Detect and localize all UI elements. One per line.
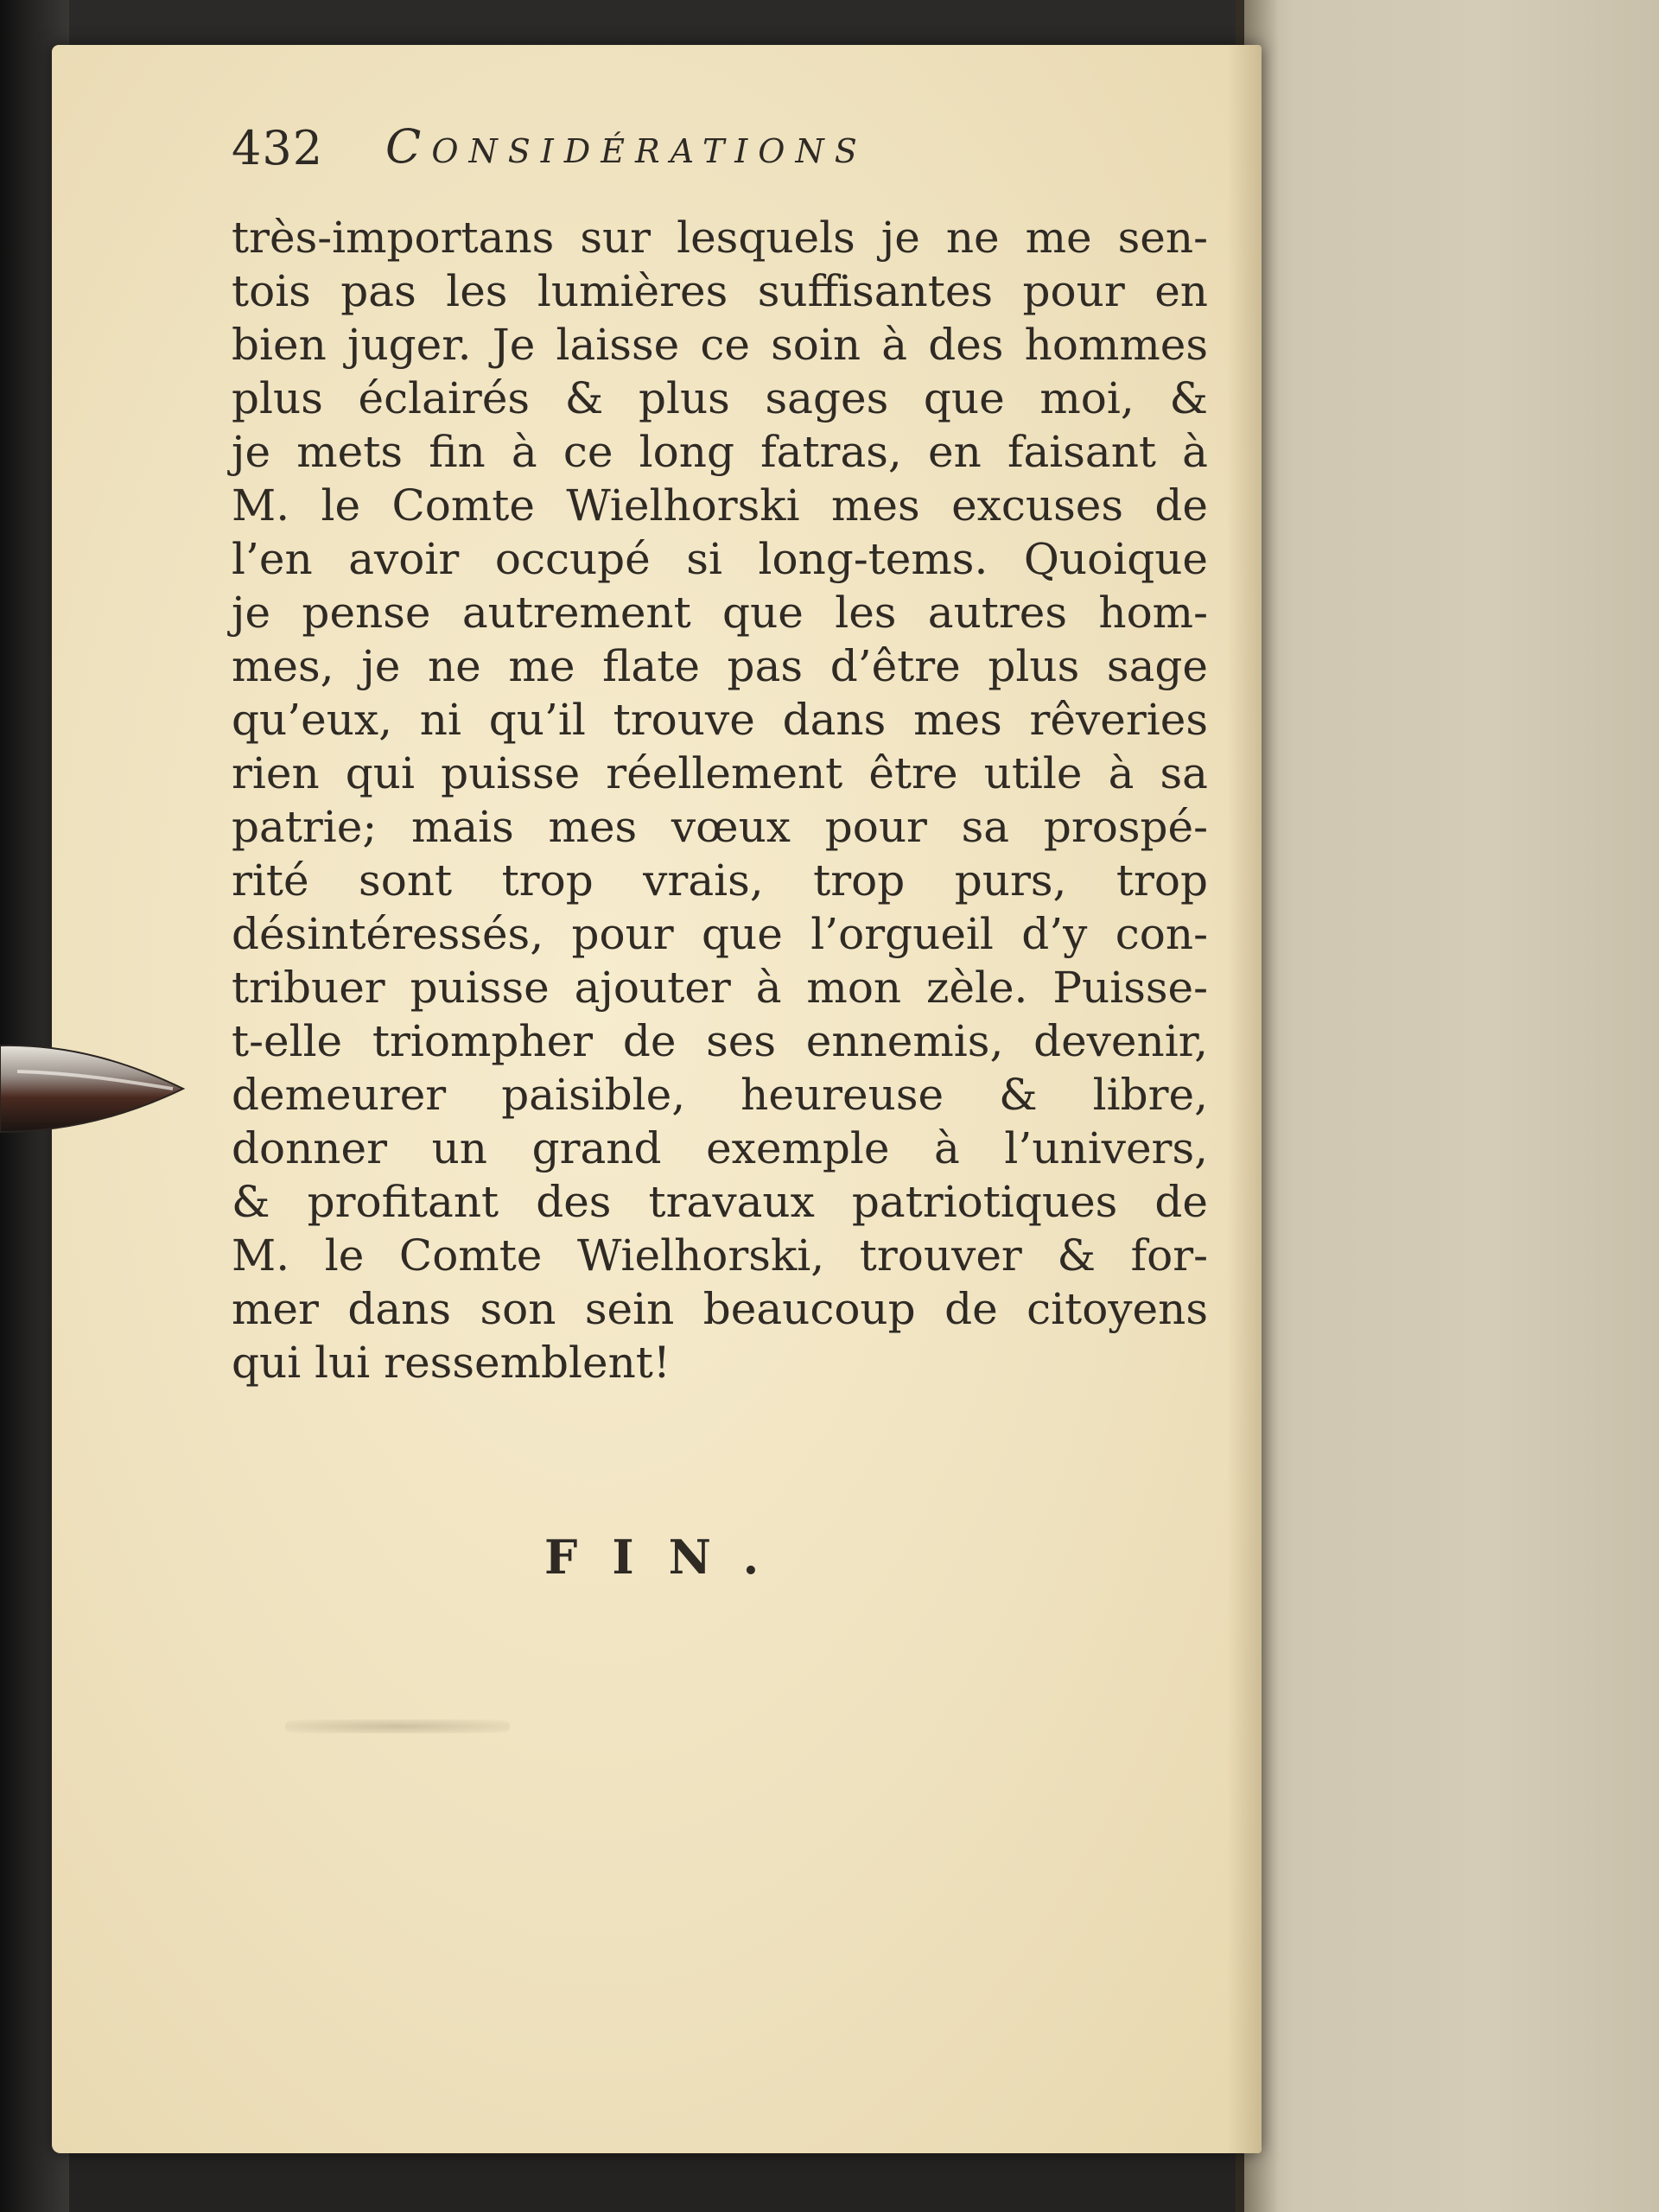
text-line: tribuer puisse ajouter à mon zèle. Puisse- (232, 963, 1208, 1013)
text-line: rité sont trop vrais, trop purs, trop (232, 855, 1208, 906)
text-line: & profitant des travaux patriotiques de (232, 1177, 1208, 1227)
text-line: l’en avoir occupé si long-tems. Quoique (232, 534, 1208, 584)
ink-smudge (285, 1719, 510, 1733)
facing-page (1244, 0, 1659, 2212)
page-edge (1227, 45, 1262, 2153)
text-line: M. le Comte Wielhorski, trouver & for- (232, 1230, 1208, 1281)
text-line: M. le Comte Wielhorski mes excuses de (232, 480, 1208, 531)
text-line: tois pas les lumières suffisantes pour en (232, 266, 1208, 316)
text-line: qu’eux, ni qu’il trouve dans mes rêveries (232, 695, 1208, 745)
text-line: patrie; mais mes vœux pour sa prospé- (232, 802, 1208, 852)
text-line: bien juger. Je laisse ce soin à des hommes (232, 320, 1208, 370)
text-line: rien qui puisse réellement être utile à sa (232, 748, 1208, 798)
body-text (232, 211, 1208, 1389)
text-line: très-importans sur lesquels je ne me sen- (232, 213, 1208, 263)
running-head: Considérations (385, 119, 868, 174)
text-line: plus éclairés & plus sages que moi, & (232, 373, 1208, 423)
text-line: demeurer paisible, heureuse & libre, (232, 1070, 1208, 1120)
text-line: t-elle triompher de ses ennemis, devenir, (232, 1016, 1208, 1066)
pen-tip-icon (0, 1037, 186, 1141)
text-line: je pense autrement que les autres hom- (232, 588, 1208, 638)
text-line: désintéressés, pour que l’orgueil d’y con- (232, 909, 1208, 959)
page-header (232, 104, 1096, 181)
text-line: mes, je ne me flate pas d’être plus sage (232, 641, 1208, 691)
page-number: 432 (232, 121, 324, 175)
text-line: je mets fin à ce long fatras, en faisant à (232, 427, 1208, 477)
text-line: donner un grand exemple à l’univers, (232, 1123, 1208, 1173)
text-line: mer dans son sein beaucoup de citoyens (232, 1284, 1208, 1334)
end-mark: FIN. (544, 1529, 794, 1585)
text-line: qui lui ressemblent! (232, 1338, 671, 1388)
